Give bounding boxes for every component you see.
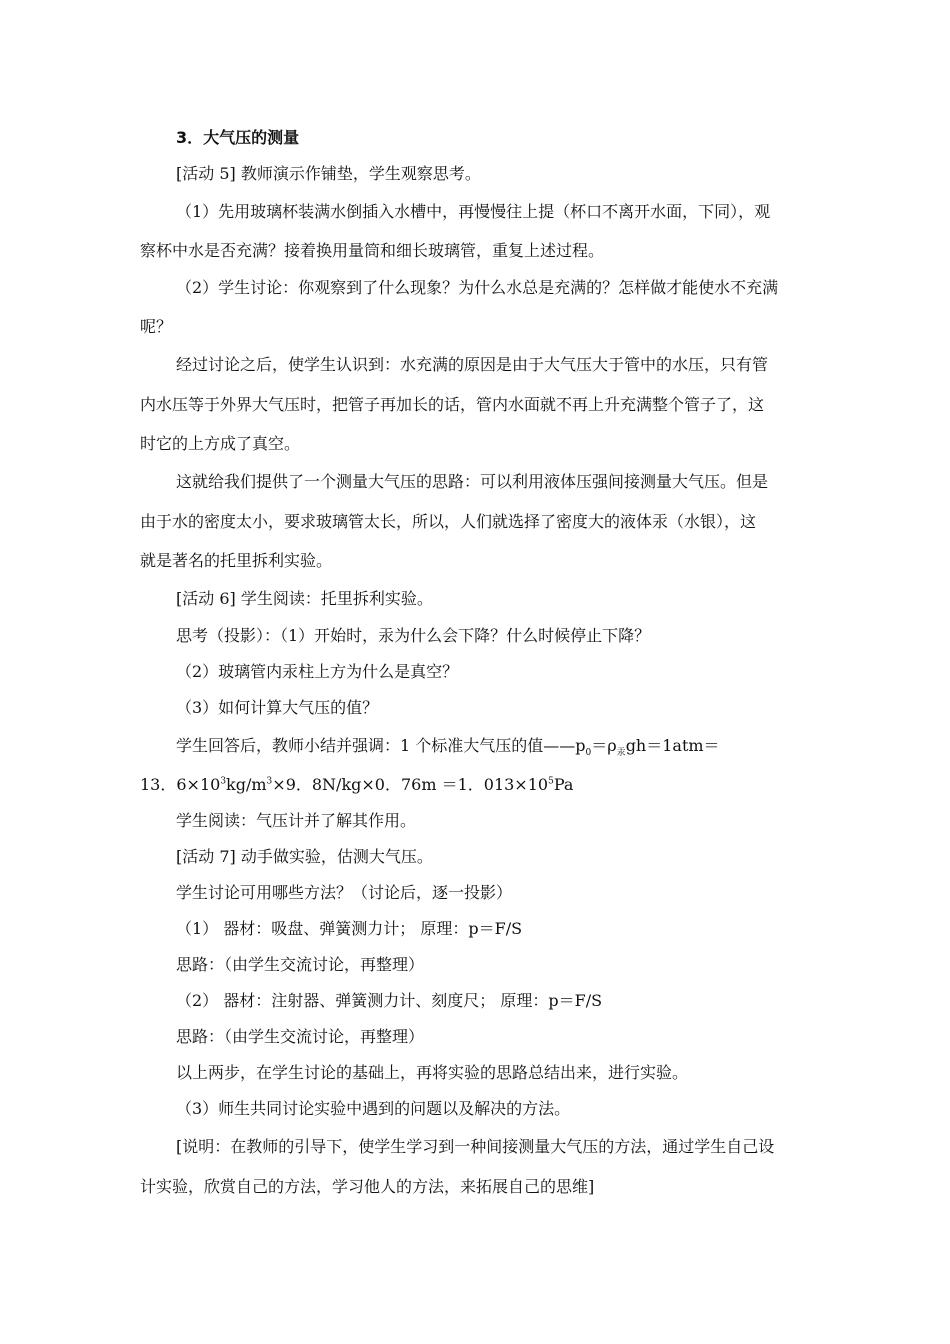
formula-part-d: Pa [553,775,574,794]
answer-subscript-0: 0 [585,748,592,759]
think-question-1: 思考（投影）：（1）开始时，汞为什么会下降？什么时候停止下降？ [176,626,651,645]
method-3: （3）师生共同讨论实验中遇到的问题以及解决的方法。 [176,1099,571,1118]
methods-question: 学生讨论可用哪些方法？（讨论后，逐一投影） [176,883,513,902]
answer-suffix: gh＝1atm＝ [625,736,720,755]
note-line-2: 计实验，欣赏自己的方法，学习他人的方法，来拓展自己的思维] [140,1177,595,1196]
activity-7: [活动 7] 动手做实验，估测大气压。 [176,847,433,866]
answer-prefix: 学生回答后，教师小结并强调：1 个标准大气压的值——p [176,736,586,755]
note-line-1: [说明：在教师的引导下，使学生学习到一种间接测量大气压的方法，通过学生自己设 [176,1137,775,1156]
formula-part-b: kg/m [226,775,267,794]
paragraph-4-line-3: 就是著名的托里拆利实验。 [140,551,333,570]
paragraph-1-line-1: （1）先用玻璃杯装满水倒插入水槽中，再慢慢往上提（杯口不离开水面，下同），观 [176,202,771,221]
paragraph-4-line-1: 这就给我们提供了一个测量大气压的思路：可以利用液体压强间接测量大气压。但是 [176,472,769,491]
formula-line [140,775,573,795]
think-question-3: （3）如何计算大气压的值？ [176,698,379,717]
formula-exponent-5: 5 [548,776,554,787]
answer-mid: ＝ρ [591,736,617,755]
method-1: （1） 器材：吸盘、弹簧测力计； 原理：p＝F/S [176,919,523,938]
think-question-2: （2）玻璃管内汞柱上方为什么是真空？ [176,662,459,681]
answer-subscript-hg: 汞 [616,748,626,759]
paragraph-3-line-3: 时它的上方成了真空。 [140,434,301,453]
formula-part-a: 13．6×10 [140,775,221,794]
section-heading: 3．大气压的测量 [176,128,300,147]
paragraph-3-line-1: 经过讨论之后，使学生认识到：水充满的原因是由于大气压大于管中的水压，只有管 [176,355,769,374]
paragraph-1-line-2: 察杯中水是否充满？接着换用量筒和细长玻璃管，重复上述过程。 [140,241,605,260]
summary-line: 以上两步，在学生讨论的基础上，再将实验的思路总结出来，进行实验。 [176,1063,689,1082]
method-2: （2） 器材：注射器、弹簧测力计、刻度尺； 原理：p＝F/S [176,991,603,1010]
formula-m3-exponent: 3 [266,776,273,787]
paragraph-4-line-2: 由于水的密度太小，要求玻璃管太长，所以，人们就选择了密度大的液体汞（水银），这 [140,512,757,531]
answer-summary [176,736,720,759]
idea-2: 思路：（由学生交流讨论，再整理） [176,1027,425,1046]
paragraph-2-line-1: （2）学生讨论：你观察到了什么现象？为什么水总是充满的？怎样做才能使水不充满 [176,278,779,297]
formula-exponent-3: 3 [220,776,227,787]
paragraph-2-line-2: 呢？ [140,317,173,336]
idea-1: 思路：（由学生交流讨论，再整理） [176,955,425,974]
activity-5: [活动 5] 教师演示作铺垫，学生观察思考。 [176,164,481,183]
paragraph-3-line-2: 内水压等于外界大气压时，把管子再加长的话，管内水面就不再上升充满整个管子了，这 [140,395,765,414]
barometer-reading: 学生阅读：气压计并了解其作用。 [176,811,417,830]
formula-part-c: ×9．8N/kg×0．76m ＝1．013×10 [272,775,549,794]
activity-6: [活动 6] 学生阅读：托里拆利实验。 [176,589,433,608]
